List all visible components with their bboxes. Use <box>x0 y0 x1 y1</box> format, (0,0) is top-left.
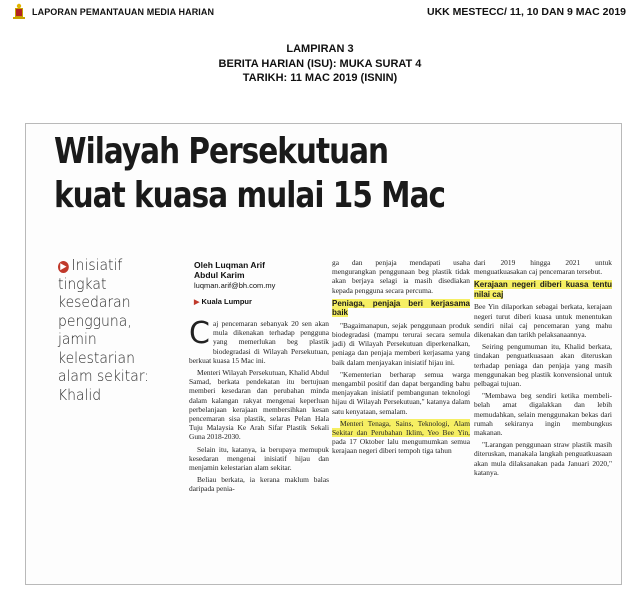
subheading <box>474 280 612 299</box>
paragraph: Selain itu, katanya, ia berupaya memupuk kesedaran mengenai inisiatif hijau dan menjamin kelestarian alam sekitar. <box>189 444 329 473</box>
pull-quote-text: Inisiatif tingkat kesedaran pengguna, jamin kelestarian alam sekitar: Khalid <box>58 256 150 404</box>
report-title: LAPORAN PEMANTAUAN MEDIA HARIAN <box>32 7 215 17</box>
byline-name-1: Oleh Luqman Arif <box>194 260 265 270</box>
subheading <box>332 299 470 318</box>
highlighted-text: Menteri Tenaga, Sains, Teknologi, Alam Sekitar dan Perubahan Iklim, Yeo Bee Yin, <box>332 418 470 438</box>
paragraph: "Kementerian berharap semua warga mengambil positif dan dapat berganding bahu menjayakan inisiatif pembangunan teknologi hijau di Wilayah Persekutuan," katanya dalam satu kenyataan, semalam. <box>332 369 470 416</box>
byline-name-2: Abdul Karim <box>194 270 245 280</box>
headline-line-2: kuat kuasa mulai 15 Mac <box>54 175 446 216</box>
highlighted-subheading: Kerajaan negeri diberi kuasa tentu nilai caj <box>474 280 612 299</box>
drop-cap: C <box>189 316 210 351</box>
appendix-date: TARIKH: 11 MAC 2019 (ISNIN) <box>242 72 398 84</box>
report-header <box>0 0 640 28</box>
article-headline <box>54 130 445 218</box>
paragraph: "Membawa beg sendiri ketika membeli-belah amat digalakkan dan lebih memudahkan, selain menggunakan bekas dari rumah sekiranya ingin membungkus makanan. <box>474 391 612 438</box>
paragraph <box>332 419 470 456</box>
paragraph: Beliau berkata, ia kerana maklum balas daripada penia- <box>189 475 329 494</box>
dateline-location: Kuala Lumpur <box>201 297 252 306</box>
appendix-source: BERITA HARIAN (ISU): MUKA SURAT 4 <box>218 57 422 70</box>
paragraph: "Bagaimanapun, sejak penggunaan produk biodegradasi (mampu terurai secara semula jadi) di Wilayah Persekutuan diperkenalkan, peniaga dan penjaja memberi kerjasama yang baik dalam menjayakan inisiatif hijau ini. <box>332 320 470 367</box>
article-column-1 <box>189 316 329 497</box>
dateline <box>194 297 334 306</box>
paragraph: Bee Yin dilaporkan sebagai berkata, kerajaan negeri turut diberi kuasa untuk menentukan sendiri nilai caj pencemaran yang mahu dikenakan dan tarikh pelaksanaannya. <box>474 302 612 340</box>
reference-code: UKK MESTECC/ 11, 10 DAN 9 MAC 2019 <box>427 6 626 18</box>
pull-quote <box>58 256 173 404</box>
triangle-icon: ▶ <box>194 299 200 306</box>
arrow-right-icon: ▶ <box>58 261 69 273</box>
byline-email: luqman.arif@bh.com.my <box>194 281 276 290</box>
appendix-heading <box>0 42 640 86</box>
highlighted-subheading: Peniaga, penjaja beri kerjasama baik <box>332 298 470 318</box>
headline-line-1: Wilayah Persekutuan <box>54 131 389 172</box>
paragraph: ga dan penjaja mendapati usaha mengurangkan penggunaan beg plastik tidak akan berjaya selagi ia masih disediakan kepada pengguna secara percuma. <box>332 258 470 295</box>
appendix-label: LAMPIRAN 3 <box>286 43 354 55</box>
paragraph-continuation: pada 17 Oktober lalu mengumumkan semua kerajaan negeri diberi tempoh tiga tahun <box>332 437 470 456</box>
article-column-3 <box>474 258 612 480</box>
byline <box>194 260 334 306</box>
paragraph: dari 2019 hingga 2021 untuk menguatkuasakan caj pencemaran tersebut. <box>474 258 612 277</box>
paragraph: "Larangan penggunaan straw plastik masih diteruskan, manakala langkah penguatkuasaan akan mula dilaksanakan pada Januari 2020," katanya. <box>474 440 612 477</box>
newspaper-clipping <box>25 123 622 585</box>
paragraph: aj pencemaran sebanyak 20 sen akan mula dikenakan terhadap pengguna yang memerlukan beg plastik biodegradasi di Wilayah Persekutuan, berkuat kuasa 15 Mac ini. <box>189 319 329 365</box>
malaysia-crest-icon <box>12 3 26 21</box>
paragraph: Menteri Wilayah Persekutuan, Khalid Abdul Samad, berkata pendekatan itu bertujuan memberi kesedaran dan perubahan minda dalam kalangan rakyat mengenai keperluan perbelanjaan kerajaan membersihkan kesan pencemaran sisa plastik, selaras Pelan Hala Tuju Malaysia Ke Arah Sifar Plastik Sekali Guna 2018-2030. <box>189 368 329 442</box>
paragraph: Seiring pengumuman itu, Khalid berkata, tindakan penguatkuasaan akan diteruskan terhadap peniaga dan penjaja yang masih menggunakan beg plastik konvensional untuk pelbagai tujuan. <box>474 342 612 389</box>
article-column-2 <box>332 258 470 459</box>
